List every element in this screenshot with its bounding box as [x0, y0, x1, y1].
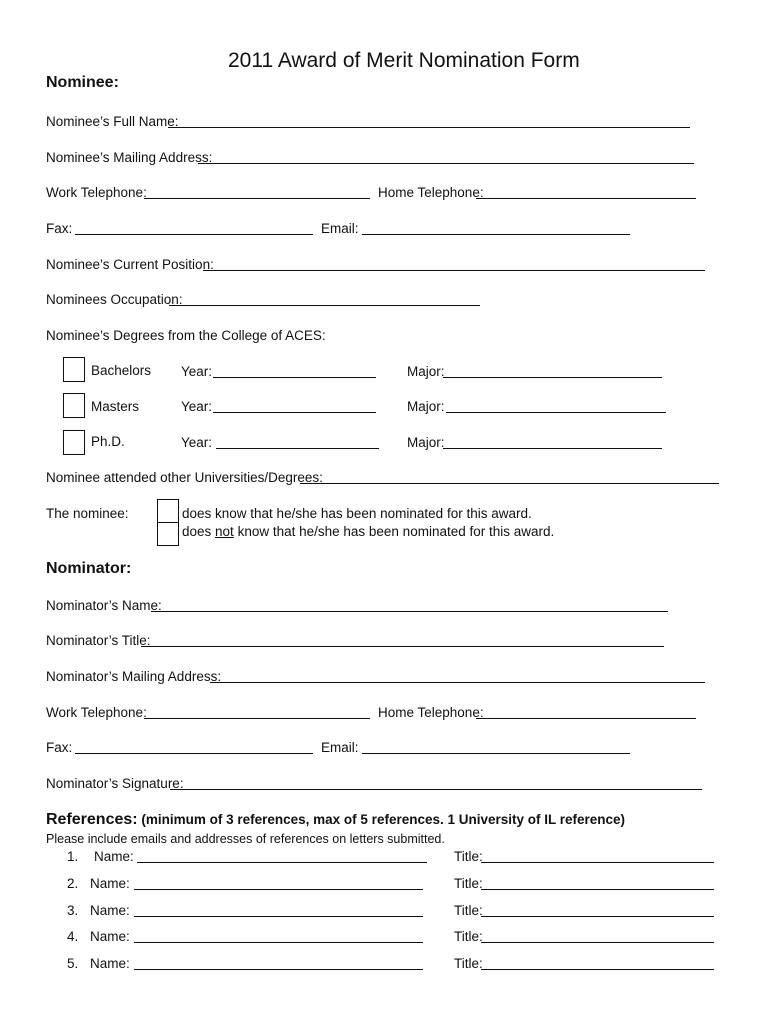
nominee-email-field[interactable]	[362, 234, 630, 235]
nominator-home-phone-field[interactable]	[476, 718, 696, 719]
reference-number: 1.	[67, 849, 79, 864]
degree-label-masters: Masters	[91, 399, 140, 414]
nominee-occupation-field[interactable]	[169, 305, 480, 306]
reference-name-label: Name:	[94, 849, 134, 864]
bachelors-checkbox[interactable]	[63, 357, 85, 382]
reference-number: 3.	[67, 903, 79, 918]
degree-label-phd: Ph.D.	[91, 434, 125, 449]
nominee-full-name-field[interactable]	[168, 127, 690, 128]
reference-1-title-field[interactable]	[481, 862, 714, 863]
nominator-name-label: Nominator’s Name:	[46, 598, 162, 613]
reference-title-label: Title:	[454, 903, 483, 918]
knows-nominated-text: does know that he/she has been nominated for this award.	[182, 506, 532, 521]
nominator-heading: Nominator:	[46, 560, 132, 577]
awareness-label: The nominee:	[46, 506, 129, 521]
masters-checkbox[interactable]	[63, 393, 85, 418]
bachelors-year-label: Year:	[181, 364, 213, 379]
nominator-title-field[interactable]	[141, 646, 664, 647]
references-instructions: Please include emails and addresses of references on letters submitted.	[46, 832, 445, 846]
masters-year-label: Year:	[181, 399, 213, 414]
phd-year-field[interactable]	[216, 448, 379, 449]
form-title: 2011 Award of Merit Nomination Form	[228, 49, 580, 72]
other-universities-label: Nominee attended other Universities/Degrees:	[46, 470, 323, 485]
bachelors-year-field[interactable]	[213, 377, 376, 378]
other-universities-field[interactable]	[300, 483, 719, 484]
nominator-title-label: Nominator’s Title:	[46, 633, 151, 648]
nominee-fax-field[interactable]	[75, 234, 313, 235]
nominee-fax-label: Fax:	[46, 221, 73, 236]
nominator-work-phone-field[interactable]	[144, 718, 370, 719]
nominator-fax-field[interactable]	[75, 753, 313, 754]
does-not-know-checkbox[interactable]	[157, 522, 179, 546]
nominator-fax-label: Fax:	[46, 740, 73, 755]
reference-name-label: Name:	[90, 929, 130, 944]
reference-2-name-field[interactable]	[134, 889, 423, 890]
references-heading: References: (minimum of 3 references, max of 5 references. 1 University of IL reference)	[46, 811, 626, 828]
nominator-mailing-address-label: Nominator’s Mailing Address:	[46, 669, 222, 684]
nominee-current-position-field[interactable]	[203, 270, 705, 271]
reference-name-label: Name:	[90, 903, 130, 918]
knows-nominated-checkbox[interactable]	[157, 499, 179, 523]
nominee-mailing-address-field[interactable]	[198, 163, 694, 164]
reference-number: 2.	[67, 876, 79, 891]
nominator-work-phone-label: Work Telephone:	[46, 705, 147, 720]
reference-5-name-field[interactable]	[134, 969, 423, 970]
phd-major-label: Major:	[407, 435, 445, 450]
reference-4-name-field[interactable]	[134, 942, 423, 943]
reference-title-label: Title:	[454, 929, 483, 944]
reference-1-name-field[interactable]	[137, 862, 427, 863]
masters-major-field[interactable]	[446, 412, 666, 413]
reference-name-label: Name:	[90, 956, 130, 971]
nominee-work-phone-field[interactable]	[144, 198, 370, 199]
bachelors-major-label: Major:	[407, 364, 445, 379]
nominator-email-field[interactable]	[362, 753, 630, 754]
reference-title-label: Title:	[454, 849, 483, 864]
reference-title-label: Title:	[454, 956, 483, 971]
does-not-know-text: does not know that he/she has been nominated for this award.	[182, 524, 555, 539]
masters-year-field[interactable]	[213, 412, 376, 413]
reference-name-label: Name:	[90, 876, 130, 891]
phd-year-label: Year:	[181, 435, 213, 450]
reference-5-title-field[interactable]	[481, 969, 714, 970]
nominator-mailing-address-field[interactable]	[210, 682, 705, 683]
nominator-name-field[interactable]	[151, 611, 668, 612]
reference-title-label: Title:	[454, 876, 483, 891]
nominator-home-phone-label: Home Telephone:	[378, 705, 484, 720]
masters-major-label: Major:	[407, 399, 445, 414]
nominator-signature-field[interactable]	[170, 789, 702, 790]
nominee-occupation-label: Nominees Occupation:	[46, 292, 183, 307]
nominee-home-phone-field[interactable]	[476, 198, 696, 199]
phd-major-field[interactable]	[443, 448, 662, 449]
nominee-email-label: Email:	[321, 221, 359, 236]
bachelors-major-field[interactable]	[443, 377, 662, 378]
nominee-current-position-label: Nominee’s Current Position:	[46, 257, 214, 272]
phd-checkbox[interactable]	[63, 430, 85, 455]
nominee-mailing-address-label: Nominee’s Mailing Address:	[46, 150, 213, 165]
nominee-degrees-label: Nominee’s Degrees from the College of ACES:	[46, 328, 326, 343]
nominee-heading: Nominee:	[46, 74, 119, 91]
reference-number: 5.	[67, 956, 79, 971]
reference-4-title-field[interactable]	[481, 942, 714, 943]
nominee-work-phone-label: Work Telephone:	[46, 185, 147, 200]
reference-3-title-field[interactable]	[481, 916, 714, 917]
reference-2-title-field[interactable]	[481, 889, 714, 890]
reference-3-name-field[interactable]	[134, 916, 423, 917]
degree-label-bachelors: Bachelors	[91, 363, 152, 378]
nominee-home-phone-label: Home Telephone:	[378, 185, 484, 200]
nominator-signature-label: Nominator’s Signature:	[46, 776, 184, 791]
reference-number: 4.	[67, 929, 79, 944]
nominee-full-name-label: Nominee’s Full Name:	[46, 114, 179, 129]
nominator-email-label: Email:	[321, 740, 359, 755]
